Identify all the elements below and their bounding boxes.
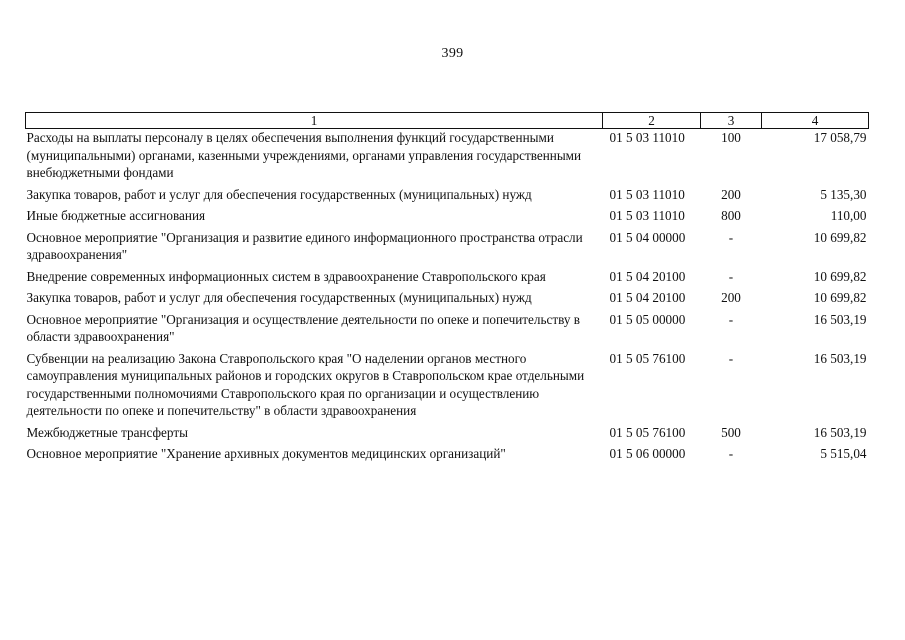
row-name: Основное мероприятие "Организация и осуществление деятельности по опеке и попечительству в области здравоохранения" [26, 311, 580, 344]
row-name: Расходы на выплаты персоналу в целях обеспечения выполнения функций государственными (муниципальными) органами, казенными учреждениями, органами управления государственными внебюджетными фондами [26, 130, 582, 180]
row-type: - [728, 350, 734, 366]
table-row [26, 424, 869, 446]
row-sum: 16 503,19 [813, 424, 867, 440]
budget-table [25, 112, 869, 467]
row-sum: 110,00 [830, 208, 867, 223]
table-row [26, 268, 869, 290]
row-code: 01 5 05 76100 [609, 424, 686, 440]
header-col-3: 3 [701, 113, 762, 129]
row-type: 200 [721, 186, 741, 202]
table-row [26, 229, 869, 268]
row-sum: 16 503,19 [813, 311, 867, 327]
row-code: 01 5 03 11010 [609, 186, 685, 202]
row-code: 01 5 06 00000 [609, 446, 686, 461]
row-sum: 5 515,04 [820, 446, 867, 461]
row-name: Иные бюджетные ассигнования [26, 208, 206, 223]
row-name: Внедрение современных информационных систем в здравоохранение Ставропольского края [26, 268, 546, 284]
row-type: 100 [721, 130, 741, 145]
table-row [26, 289, 869, 311]
row-sum: 5 135,30 [820, 186, 867, 202]
row-name: Субвенции на реализацию Закона Ставропольского края "О наделении органов местного самоуправления муниципальных районов и городских округов в Ставропольском крае отдельными государственными полномочиями Ставропольского края по организации и осуществлению деятельности по опеке и попечительству" в области здравоохранения [26, 350, 585, 418]
row-type: - [728, 446, 734, 461]
row-sum: 17 058,79 [813, 130, 867, 145]
table-header [26, 113, 869, 129]
row-type: - [728, 311, 734, 327]
table-row [26, 207, 869, 229]
row-code: 01 5 04 20100 [609, 290, 686, 305]
row-code: 01 5 04 20100 [609, 268, 686, 284]
row-name: Закупка товаров, работ и услуг для обеспечения государственных (муниципальных) нужд [26, 290, 532, 305]
row-code: 01 5 04 00000 [609, 229, 686, 245]
row-sum: 16 503,19 [813, 350, 867, 366]
header-col-2: 2 [603, 113, 701, 129]
row-code: 01 5 05 76100 [609, 350, 686, 366]
table-row [26, 311, 869, 350]
row-sum: 10 699,82 [813, 290, 867, 305]
row-name: Межбюджетные трансферты [26, 424, 188, 440]
row-type: 500 [721, 424, 741, 440]
table-row [26, 350, 869, 424]
header-col-4: 4 [762, 113, 869, 129]
row-type: - [728, 268, 734, 284]
header-col-1: 1 [26, 113, 603, 129]
page-number: 399 [441, 46, 464, 61]
row-name: Закупка товаров, работ и услуг для обеспечения государственных (муниципальных) нужд [26, 186, 532, 202]
row-type: - [728, 229, 734, 245]
row-code: 01 5 05 00000 [609, 311, 686, 327]
row-sum: 10 699,82 [813, 229, 867, 245]
row-name: Основное мероприятие "Хранение архивных документов медицинских организаций" [26, 446, 506, 461]
header-row [26, 113, 869, 129]
row-sum: 10 699,82 [813, 268, 867, 284]
table-row [26, 445, 869, 467]
row-code: 01 5 03 11010 [609, 208, 685, 223]
table-body [26, 129, 869, 467]
row-type: 200 [721, 290, 741, 305]
table-row [26, 129, 869, 186]
row-code: 01 5 03 11010 [609, 130, 685, 145]
row-name: Основное мероприятие "Организация и развитие единого информационного пространства отрасли здравоохранения" [26, 229, 583, 262]
table-row [26, 186, 869, 208]
row-type: 800 [721, 208, 741, 223]
